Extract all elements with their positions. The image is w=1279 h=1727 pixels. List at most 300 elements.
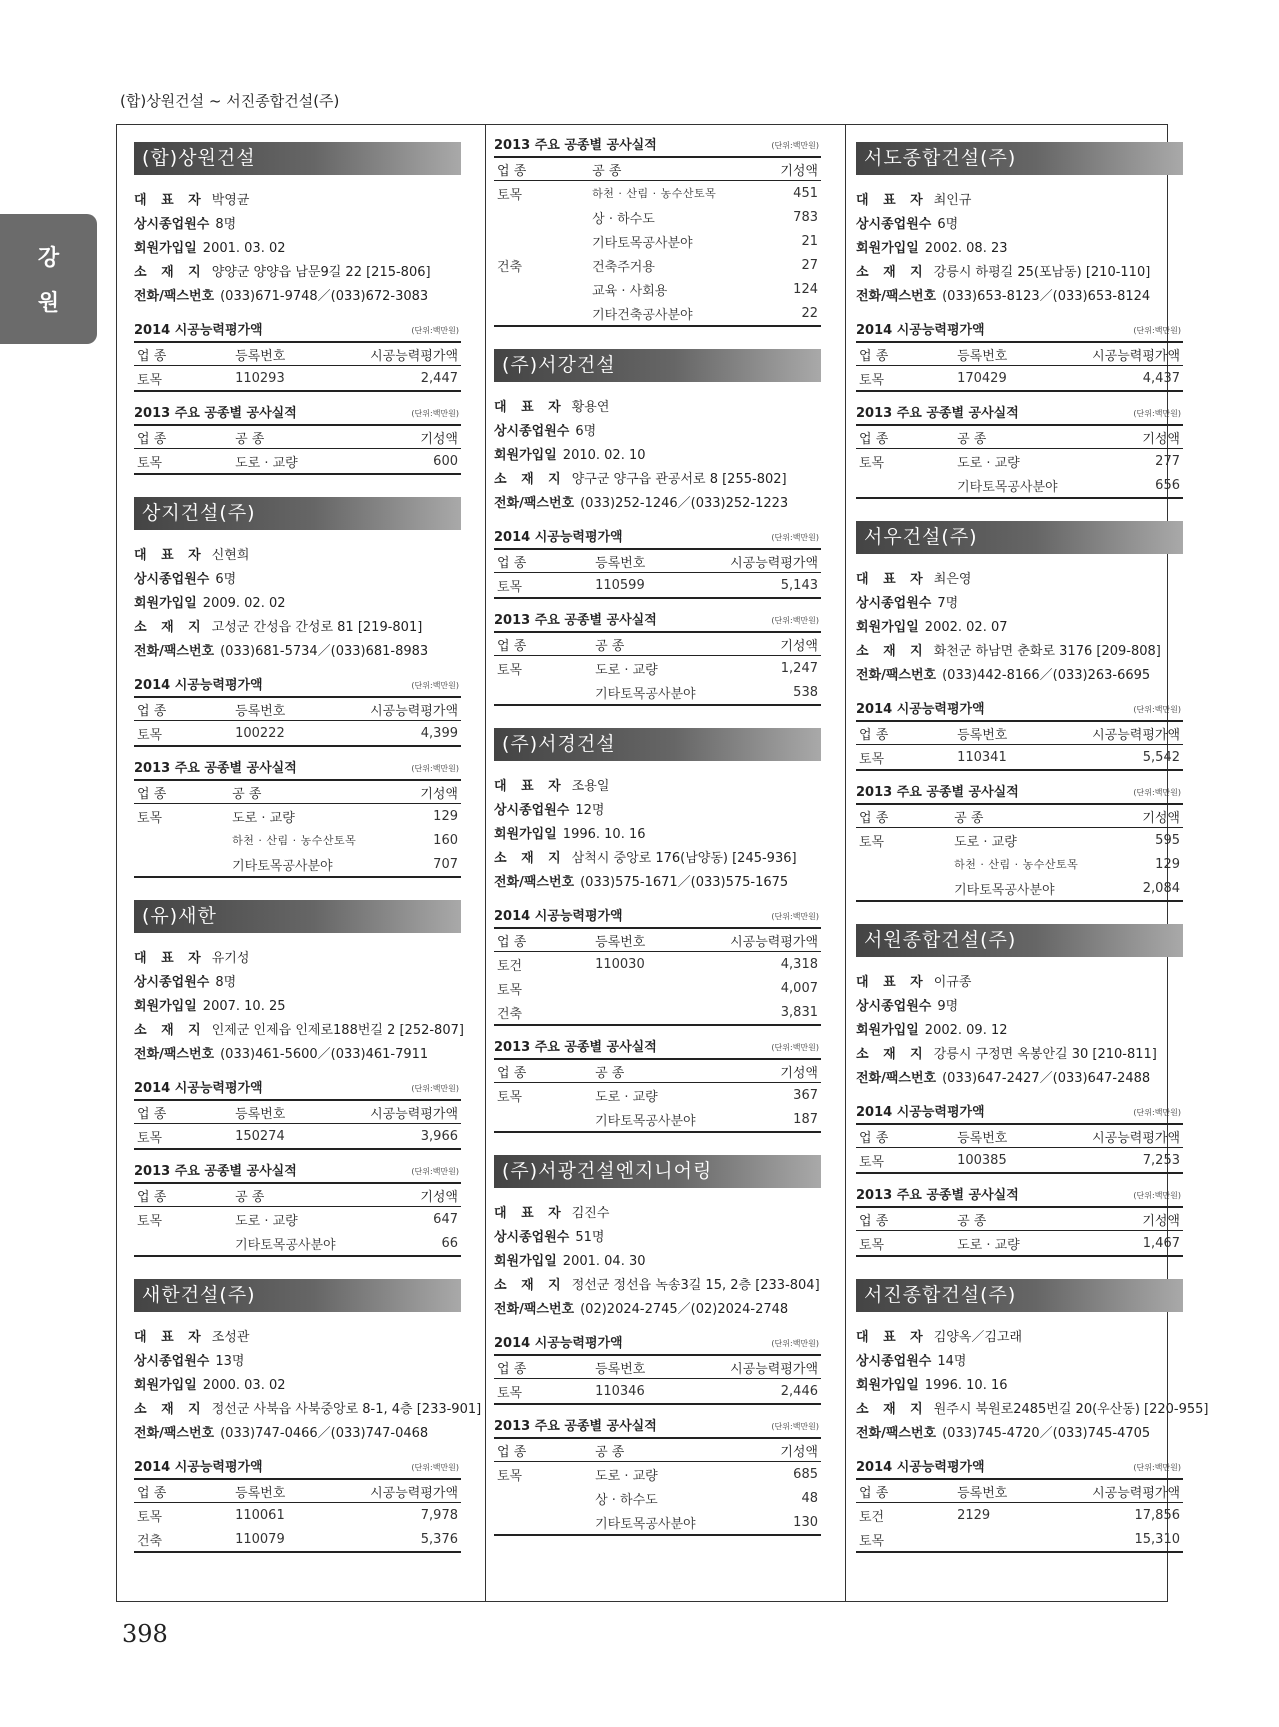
unit-note: (단위:백만원) — [771, 141, 819, 150]
employees-label: 상시종업원수 — [494, 1230, 570, 1245]
address-label: 소 재 지 — [494, 851, 566, 866]
column-divider — [845, 124, 846, 1602]
column-2 — [494, 124, 821, 1558]
unit-note: (단위:백만원) — [1133, 1463, 1181, 1472]
column-header: 업 종 — [494, 549, 592, 573]
employees-label: 상시종업원수 — [494, 424, 570, 439]
table-cell — [494, 301, 589, 326]
table-cell: 토목 — [497, 1468, 523, 1484]
info-row-representative — [494, 775, 821, 799]
table-cell: 277 — [1155, 453, 1180, 469]
address-value: 인제군 인제읍 인제로188번길 2 [252-807] — [211, 1023, 464, 1038]
header-row — [134, 1100, 461, 1124]
join-date-value: 2002. 08. 23 — [924, 241, 1008, 256]
join-date-value: 2009. 02. 02 — [202, 596, 286, 611]
info-row-employees — [856, 1350, 1183, 1374]
table-cell: 110599 — [592, 573, 716, 599]
table-row — [134, 828, 461, 852]
section-title: 2014 시공능력평가액 — [134, 1081, 263, 1096]
header-row — [134, 342, 461, 366]
info-row-address — [494, 1274, 821, 1298]
company-entry — [494, 728, 821, 1133]
employees-value: 7명 — [937, 596, 959, 611]
table-cell: 647 — [433, 1211, 458, 1227]
table-body — [856, 366, 1183, 392]
join-date-label: 회원가입일 — [134, 241, 197, 256]
table-cell: 1,467 — [1078, 1231, 1183, 1257]
table-body — [134, 449, 461, 475]
unit-note: (단위:백만원) — [1133, 788, 1181, 797]
evaluation-table — [494, 927, 821, 1026]
table-row — [494, 680, 821, 705]
section-title: 2013 주요 공종별 공사실적 — [134, 1164, 297, 1179]
table-row — [856, 1148, 1183, 1174]
table-row — [494, 1510, 821, 1535]
table-body — [134, 804, 461, 878]
unit-note: (단위:백만원) — [411, 1084, 459, 1093]
table-row — [494, 301, 821, 326]
column-header: 업 종 — [134, 342, 232, 366]
column-header: 업 종 — [134, 1479, 232, 1503]
unit-note: (단위:백만원) — [1133, 326, 1181, 335]
table-cell: 1,247 — [780, 660, 818, 676]
header-row — [856, 425, 1183, 449]
table-cell: 4,318 — [780, 956, 818, 972]
table-cell — [592, 1000, 716, 1025]
table-cell: 170429 — [954, 366, 1078, 392]
company-entry — [134, 900, 464, 1257]
table-cell: 110061 — [235, 1507, 285, 1523]
join-date-label: 회원가입일 — [134, 1378, 197, 1393]
phone-fax-value: (033)461-5600／(033)461-7911 — [220, 1047, 429, 1062]
table-row — [134, 804, 461, 829]
section-heading — [134, 404, 461, 424]
table-cell: 707 — [359, 852, 461, 877]
employees-value: 6명 — [937, 217, 959, 232]
column-header: 기성액 — [356, 1183, 461, 1207]
column-header: 등록번호 — [592, 1355, 716, 1379]
table-body — [134, 721, 461, 747]
column-header: 업 종 — [134, 780, 229, 804]
table-cell: 129 — [1155, 856, 1180, 872]
table-body — [856, 828, 1183, 902]
column-header: 시공능력평가액 — [1078, 721, 1183, 745]
side-tab-char: 강 — [37, 246, 60, 271]
info-row-representative — [856, 1326, 1183, 1350]
table-header — [134, 697, 461, 721]
table-row — [494, 253, 821, 277]
representative-label: 대 표 자 — [856, 975, 928, 990]
employees-value: 6명 — [215, 572, 237, 587]
table-cell — [856, 852, 951, 876]
table-cell: 4,437 — [1078, 366, 1183, 392]
unit-note: (단위:백만원) — [411, 764, 459, 773]
company-entry — [856, 142, 1183, 499]
table-cell: 66 — [356, 1231, 461, 1256]
column-1 — [134, 124, 482, 1575]
info-row-employees — [134, 213, 461, 237]
info-row-employees — [134, 971, 461, 995]
evaluation-table — [856, 341, 1183, 392]
table-header — [856, 425, 1183, 449]
table-row — [856, 876, 1183, 901]
column-header: 기성액 — [716, 632, 821, 656]
info-row-join-date — [494, 444, 821, 468]
table-row — [856, 473, 1183, 498]
column-header: 기성액 — [356, 425, 461, 449]
column-header: 기성액 — [716, 1438, 821, 1462]
column-header: 기성액 — [719, 157, 821, 181]
table-cell: 600 — [356, 449, 461, 475]
representative-label: 대 표 자 — [856, 1330, 928, 1345]
representative-value: 최인규 — [933, 193, 972, 208]
column-header: 업 종 — [494, 928, 592, 952]
join-date-label: 회원가입일 — [134, 596, 197, 611]
address-value: 화천군 하남면 춘화로 3176 [209-808] — [933, 644, 1161, 659]
unit-note: (단위:백만원) — [1133, 705, 1181, 714]
unit-note: (단위:백만원) — [411, 1167, 459, 1176]
table-cell: 130 — [716, 1510, 821, 1535]
table-cell: 15,310 — [1078, 1527, 1183, 1552]
table-cell: 토건 — [859, 1509, 885, 1525]
company-entry — [134, 497, 461, 878]
header-row — [856, 1124, 1183, 1148]
representative-value: 김양옥／김고래 — [933, 1330, 1023, 1345]
info-row-employees — [856, 213, 1183, 237]
company-info — [856, 971, 1183, 1091]
table-row — [134, 449, 461, 475]
table-cell: 100222 — [232, 721, 356, 747]
company-entry — [494, 349, 821, 706]
table-row — [494, 1462, 821, 1487]
company-info — [134, 544, 461, 664]
works-table — [856, 424, 1183, 499]
table-cell — [494, 680, 592, 705]
representative-value: 조용일 — [571, 779, 610, 794]
employees-label: 상시종업원수 — [494, 803, 570, 818]
table-cell: 도로 · 교량 — [957, 455, 1020, 471]
info-row-employees — [134, 568, 461, 592]
table-cell: 건축 — [497, 259, 523, 275]
phone-fax-value: (033)653-8123／(033)653-8124 — [942, 289, 1151, 304]
address-label: 소 재 지 — [856, 644, 928, 659]
table-cell: 3,831 — [716, 1000, 821, 1025]
company-name: 서진종합건설(주) — [856, 1279, 1183, 1312]
section-heading — [134, 1458, 461, 1478]
info-row-employees — [134, 1350, 461, 1374]
column-header: 업 종 — [134, 1183, 232, 1207]
works-table — [134, 1182, 461, 1257]
header-row — [856, 1207, 1183, 1231]
company-entry — [856, 1279, 1209, 1553]
info-row-address — [134, 1398, 482, 1422]
column-header: 공 종 — [229, 780, 359, 804]
company-info — [856, 1326, 1209, 1446]
column-header: 공 종 — [592, 1059, 716, 1083]
join-date-label: 회원가입일 — [494, 448, 557, 463]
representative-label: 대 표 자 — [856, 572, 928, 587]
table-header — [494, 549, 821, 573]
representative-value: 최은영 — [933, 572, 972, 587]
address-label: 소 재 지 — [494, 1278, 566, 1293]
evaluation-table — [856, 1478, 1183, 1553]
table-cell: 토목 — [856, 745, 954, 771]
unit-note: (단위:백만원) — [1133, 1108, 1181, 1117]
info-row-employees — [494, 799, 821, 823]
table-row — [856, 1527, 1183, 1552]
section-heading — [856, 1103, 1183, 1123]
table-row — [134, 852, 461, 877]
section-title: 2014 시공능력평가액 — [494, 909, 623, 924]
section-title: 2013 주요 공종별 공사실적 — [494, 1040, 657, 1055]
column-header: 시공능력평가액 — [356, 1479, 461, 1503]
table-cell: 기타건축공사분야 — [589, 301, 719, 326]
section-heading — [856, 1458, 1183, 1478]
table-cell: 건축주거용 — [592, 259, 655, 275]
unit-note: (단위:백만원) — [411, 681, 459, 690]
table-row — [856, 449, 1183, 474]
info-row-join-date — [134, 592, 461, 616]
address-value: 강릉시 하평길 25(포남동) [210-110] — [933, 265, 1151, 280]
company-name: 서우건설(주) — [856, 521, 1183, 554]
company-info — [134, 947, 464, 1067]
column-header: 공 종 — [592, 1438, 716, 1462]
column-header: 등록번호 — [954, 342, 1078, 366]
info-row-phone-fax — [856, 1422, 1183, 1446]
representative-value: 황용연 — [571, 400, 610, 415]
table-header — [134, 1183, 461, 1207]
info-row-employees — [856, 995, 1183, 1019]
evaluation-table — [494, 1354, 821, 1405]
info-row-address — [856, 1043, 1183, 1067]
table-header — [494, 1059, 821, 1083]
column-header: 공 종 — [592, 632, 716, 656]
address-label: 소 재 지 — [134, 620, 206, 635]
table-cell: 129 — [433, 808, 458, 824]
info-row-phone-fax — [856, 285, 1183, 309]
info-row-phone-fax — [856, 1067, 1183, 1091]
header-row — [494, 1438, 821, 1462]
table-body — [494, 952, 821, 1026]
header-row — [494, 1059, 821, 1083]
phone-fax-label: 전화/팩스번호 — [134, 1426, 215, 1441]
company-name: 서원종합건설(주) — [856, 924, 1183, 957]
table-row — [494, 656, 821, 681]
table-cell: 3,966 — [356, 1124, 461, 1150]
table-cell: 27 — [801, 257, 818, 273]
employees-value: 14명 — [937, 1354, 967, 1369]
table-cell: 토목 — [497, 1089, 523, 1105]
column-header: 업 종 — [856, 1479, 954, 1503]
table-cell: 상 · 하수도 — [595, 1492, 658, 1508]
table-header — [494, 632, 821, 656]
header-row — [494, 928, 821, 952]
company-entry — [494, 136, 821, 327]
column-3 — [856, 124, 1209, 1575]
unit-note: (단위:백만원) — [1133, 409, 1181, 418]
info-row-address — [134, 261, 461, 285]
table-cell: 685 — [793, 1466, 818, 1482]
table-body — [494, 573, 821, 599]
table-row — [856, 1503, 1183, 1528]
table-cell: 367 — [793, 1087, 818, 1103]
table-cell — [494, 1486, 592, 1510]
employees-label: 상시종업원수 — [134, 572, 210, 587]
section-heading — [494, 1038, 821, 1058]
table-body — [494, 1083, 821, 1133]
header-row — [494, 632, 821, 656]
column-header: 업 종 — [134, 697, 232, 721]
info-row-join-date — [856, 237, 1183, 261]
info-row-address — [134, 616, 461, 640]
table-cell: 7,978 — [420, 1507, 458, 1523]
section-title: 2013 주요 공종별 공사실적 — [856, 785, 1019, 800]
company-name: (주)서강건설 — [494, 349, 821, 382]
table-cell: 토목 — [856, 1527, 954, 1552]
table-body — [856, 449, 1183, 499]
table-cell: 110079 — [232, 1527, 356, 1552]
table-cell: 기타토목공사분야 — [592, 235, 693, 251]
info-row-phone-fax — [494, 871, 821, 895]
join-date-label: 회원가입일 — [856, 241, 919, 256]
table-row — [494, 181, 821, 206]
phone-fax-value: (033)671-9748／(033)672-3083 — [220, 289, 429, 304]
employees-label: 상시종업원수 — [856, 596, 932, 611]
employees-label: 상시종업원수 — [134, 217, 210, 232]
section-heading — [856, 404, 1183, 424]
table-header — [856, 1479, 1183, 1503]
table-cell: 2,084 — [1081, 876, 1183, 901]
table-cell: 토목 — [134, 366, 232, 392]
section-heading — [134, 321, 461, 341]
info-row-phone-fax — [134, 1422, 461, 1446]
table-header — [134, 1100, 461, 1124]
section-title: 2014 시공능력평가액 — [494, 1336, 623, 1351]
table-cell — [856, 473, 954, 498]
representative-label: 대 표 자 — [134, 951, 206, 966]
table-cell: 토목 — [134, 1124, 232, 1150]
company-info — [856, 189, 1183, 309]
employees-label: 상시종업원수 — [134, 1354, 210, 1369]
table-body — [856, 745, 1183, 771]
info-row-join-date — [494, 1250, 821, 1274]
column-header: 업 종 — [494, 632, 592, 656]
address-label: 소 재 지 — [856, 1402, 928, 1417]
evaluation-table — [856, 720, 1183, 771]
info-row-join-date — [134, 237, 461, 261]
table-cell — [954, 1527, 1078, 1552]
table-cell — [494, 277, 589, 301]
phone-fax-value: (02)2024-2745／(02)2024-2748 — [580, 1302, 789, 1317]
table-cell: 4,399 — [356, 721, 461, 747]
unit-note: (단위:백만원) — [771, 616, 819, 625]
phone-fax-label: 전화/팩스번호 — [856, 1426, 937, 1441]
info-row-address — [494, 847, 821, 871]
table-cell: 도로 · 교량 — [954, 834, 1017, 850]
table-cell: 토건 — [497, 958, 523, 974]
company-entry — [134, 1279, 482, 1553]
column-header: 공 종 — [951, 804, 1081, 828]
section-title: 2014 시공능력평가액 — [856, 323, 985, 338]
works-table — [856, 803, 1183, 902]
table-cell: 토목 — [859, 834, 885, 850]
table-cell: 기타토목공사분야 — [951, 876, 1081, 901]
region-side-tab — [0, 214, 97, 344]
table-row — [134, 1527, 461, 1552]
employees-value: 9명 — [937, 999, 959, 1014]
section-heading — [494, 1417, 821, 1437]
column-header: 업 종 — [494, 1438, 592, 1462]
phone-fax-label: 전화/팩스번호 — [856, 1071, 937, 1086]
table-header — [856, 1124, 1183, 1148]
column-header: 기성액 — [1078, 1207, 1183, 1231]
info-row-phone-fax — [856, 664, 1183, 688]
column-header: 업 종 — [494, 1355, 592, 1379]
representative-value: 이규종 — [933, 975, 972, 990]
table-row — [494, 976, 821, 1000]
column-header: 시공능력평가액 — [356, 697, 461, 721]
employees-label: 상시종업원수 — [856, 999, 932, 1014]
table-cell: 하천 · 산림 · 농수산토목 — [592, 187, 717, 200]
section-heading — [494, 1334, 821, 1354]
column-header: 공 종 — [232, 1183, 356, 1207]
column-header: 등록번호 — [592, 549, 716, 573]
table-cell: 교육 · 사회용 — [592, 283, 668, 299]
works-table — [134, 424, 461, 475]
company-name: (합)상원건설 — [134, 142, 461, 175]
table-cell: 150274 — [232, 1124, 356, 1150]
table-cell: 451 — [793, 185, 818, 201]
address-value: 삼척시 중앙로 176(남양동) [245-936] — [571, 851, 797, 866]
table-cell: 도로 · 교량 — [595, 1089, 658, 1105]
representative-label: 대 표 자 — [134, 548, 206, 563]
column-header: 등록번호 — [232, 1100, 356, 1124]
unit-note: (단위:백만원) — [771, 533, 819, 542]
table-body — [856, 1231, 1183, 1257]
section-title: 2013 주요 공종별 공사실적 — [494, 1419, 657, 1434]
table-row — [494, 952, 821, 977]
section-title: 2014 시공능력평가액 — [134, 323, 263, 338]
column-header: 등록번호 — [954, 1124, 1078, 1148]
company-info — [494, 775, 821, 895]
info-row-representative — [494, 1202, 821, 1226]
column-header: 등록번호 — [232, 342, 356, 366]
phone-fax-label: 전화/팩스번호 — [134, 1047, 215, 1062]
table-cell: 48 — [801, 1490, 818, 1506]
address-value: 고성군 간성읍 간성로 81 [219-801] — [211, 620, 423, 635]
address-label: 소 재 지 — [494, 472, 566, 487]
company-name: (유)새한 — [134, 900, 461, 933]
table-cell: 도로 · 교량 — [595, 662, 658, 678]
join-date-value: 2001. 04. 30 — [562, 1254, 646, 1269]
unit-note: (단위:백만원) — [1133, 1191, 1181, 1200]
table-header — [494, 1438, 821, 1462]
join-date-value: 1996. 10. 16 — [562, 827, 646, 842]
table-cell — [856, 876, 951, 901]
header-row — [134, 425, 461, 449]
column-header: 업 종 — [494, 157, 589, 181]
evaluation-table — [134, 1478, 461, 1553]
section-title: 2013 주요 공종별 공사실적 — [494, 613, 657, 628]
table-header — [134, 425, 461, 449]
table-cell: 5,143 — [716, 573, 821, 599]
column-header: 등록번호 — [954, 1479, 1078, 1503]
table-row — [494, 229, 821, 253]
table-cell: 토목 — [497, 662, 523, 678]
unit-note: (단위:백만원) — [771, 912, 819, 921]
table-cell: 538 — [716, 680, 821, 705]
employees-value: 6명 — [575, 424, 597, 439]
